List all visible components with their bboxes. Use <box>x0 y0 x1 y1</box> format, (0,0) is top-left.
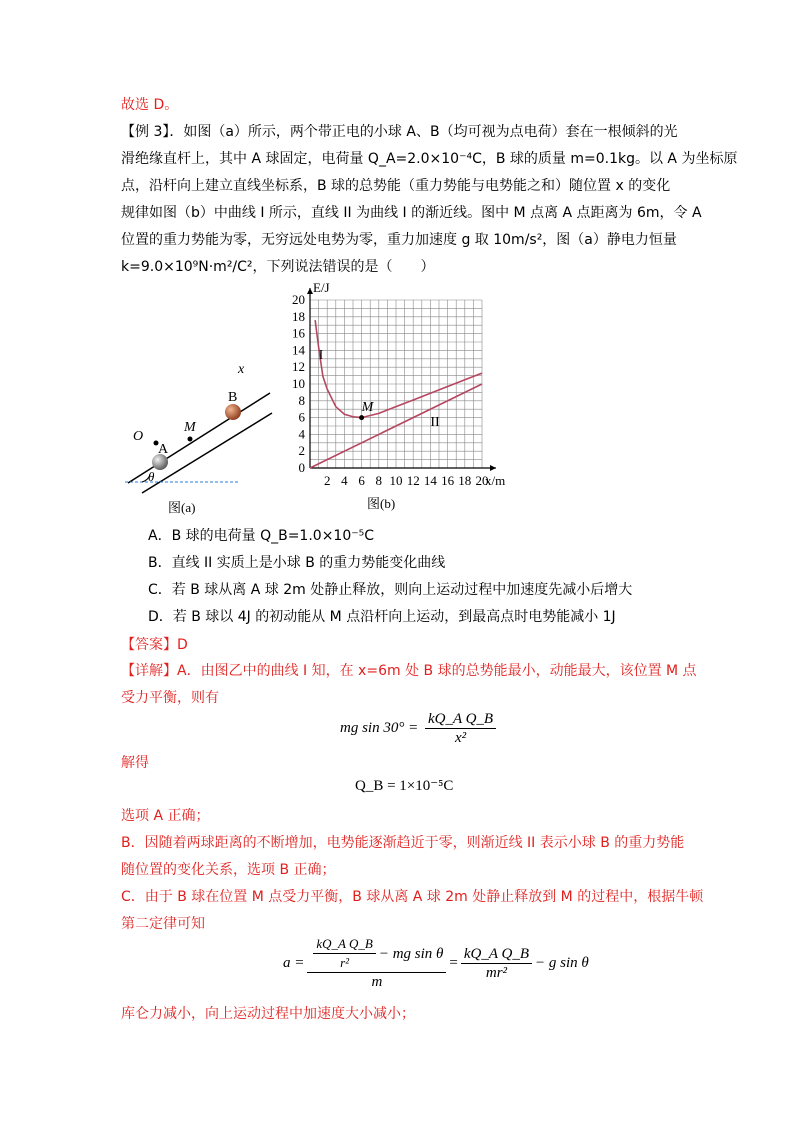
figure-b-chart <box>280 280 530 520</box>
formula-1-left: mg sin 30° = <box>340 719 419 736</box>
y-tick-label: 14 <box>292 342 305 358</box>
formula-1 <box>340 710 499 747</box>
y-tick-label: 10 <box>292 376 305 391</box>
label-a: A <box>158 442 169 457</box>
label-o: O <box>133 429 144 444</box>
x-tick-label: 12 <box>406 473 420 488</box>
label-m: M <box>184 420 196 435</box>
label-b: B <box>228 390 238 405</box>
x-tick-label: 14 <box>423 473 437 488</box>
formula-3-inner-num: kQ_A Q_B <box>313 935 375 954</box>
y-tick-label: 0 <box>298 460 305 475</box>
point-m-label: M <box>361 399 374 415</box>
y-tick-label: 12 <box>292 359 305 375</box>
chart-ticks <box>292 288 496 488</box>
ball-b <box>225 404 241 420</box>
question-line-1: 【例 3】．如图（a）所示，两个带正电的小球 A、B（均可视为点电荷）套在一根倾斜的光 <box>121 124 678 140</box>
solution-line-1: 【详解】A．由图乙中的曲线 I 知，在 x=6m 处 B 球的总势能最小，动能最大，该位置 M 点 <box>121 663 697 679</box>
formula-3 <box>283 935 589 991</box>
solution-line-9: 库仑力减小，向上运动过程中加速度大小减小； <box>121 1006 415 1022</box>
formula-3-tail: − mg sin θ <box>378 945 444 962</box>
formula-3-end: − g sin θ <box>535 954 589 971</box>
x-tick-label: 18 <box>458 473 472 488</box>
question-line-5: 位置的重力势能为零，无穷远处电势为零，重力加速度 g 取 10m/s²，图（a）静电力恒量 <box>121 232 677 248</box>
curve-i <box>315 320 482 417</box>
option-c: C．若 B 球从离 A 球 2m 处静止释放，则向上运动过程中加速度先减小后增大 <box>148 582 633 598</box>
y-tick-label: 6 <box>298 409 305 425</box>
solution-line-8: 第二定律可知 <box>121 916 205 932</box>
axis-x-label: x <box>238 362 245 377</box>
y-tick-label: 8 <box>298 392 305 408</box>
figure-a-caption: 图(a) <box>168 500 196 515</box>
answer: 【答案】D <box>121 637 188 653</box>
question-line-3: 点，沿杆向上建立直线坐标系，B 球的总势能（重力势能与电势能之和）随位置 x 的变化 <box>121 178 671 194</box>
formula-1-denominator: x² <box>454 730 467 746</box>
formula-1-numerator: kQ_A Q_B <box>425 710 496 729</box>
chart-ylabel: E/J <box>313 280 330 295</box>
solution-line-5: B．因随着两球距离的不断增加，电势能逐渐趋近于零，则渐近线 II 表示小球 B 的重力势能 <box>121 835 685 851</box>
y-tick-label: 16 <box>292 325 305 341</box>
chart-xlabel: x/m <box>485 473 506 488</box>
solution-line-3: 解得 <box>121 755 149 771</box>
option-d: D．若 B 球以 4J 的初动能从 M 点沿杆向上运动，到最高点时电势能减小 1J <box>148 609 616 625</box>
x-tick-label: 16 <box>441 473 455 488</box>
solution-line-7: C．由于 B 球在位置 M 点受力平衡，B 球从离 A 球 2m 处静止释放到 M 的过程中，根据牛顿 <box>121 889 704 905</box>
formula-3-num2: kQ_A Q_B <box>461 945 532 964</box>
previous-answer: 故选 D。 <box>121 97 179 113</box>
question-line-2: 滑绝缘直杆上，其中 A 球固定，电荷量 Q_A=2.0×10⁻⁴C，B 球的质量 m=0.1kg。以 A 为坐标原 <box>121 151 738 167</box>
formula-3-den2: mr² <box>485 964 508 981</box>
point-m <box>359 415 364 420</box>
figure-a <box>120 355 290 520</box>
y-tick-label: 18 <box>292 308 305 324</box>
x-tick-label: 8 <box>375 473 383 488</box>
x-tick-label: 2 <box>323 473 331 488</box>
formula-3-den: m <box>371 974 383 990</box>
formula-2: Q_B = 1×10⁻⁵C <box>355 778 454 794</box>
solution-line-2: 受力平衡，则有 <box>121 690 219 706</box>
figure-b-caption: 图(b) <box>367 496 396 511</box>
formula-3-inner-den: r² <box>340 955 350 970</box>
y-tick-label: 20 <box>292 292 305 307</box>
question-line-6: k=9.0×10⁹N·m²/C²，下列说法错误的是（ ） <box>121 259 435 275</box>
option-a: A．B 球的电荷量 Q_B=1.0×10⁻⁵C <box>148 528 375 544</box>
line-ii-label: II <box>430 415 440 430</box>
solution-line-6: 随位置的变化关系，选项 B 正确； <box>121 862 336 878</box>
formula-3-eq: = <box>449 954 458 971</box>
solution-line-4: 选项 A 正确； <box>121 808 210 824</box>
point-m-a <box>188 437 193 442</box>
x-tick-label: 10 <box>389 473 403 488</box>
option-b: B．直线 II 实质上是小球 B 的重力势能变化曲线 <box>148 555 446 571</box>
x-axis-arrow <box>490 465 496 471</box>
label-theta: θ <box>148 469 155 484</box>
x-tick-label: 20 <box>475 473 489 488</box>
question-line-4: 规律如图（b）中曲线 I 所示，直线 II 为曲线 I 的渐近线。图中 M 点离 A 点距离为 6m，令 A <box>121 205 702 221</box>
x-tick-label: 4 <box>341 473 348 488</box>
x-tick-label: 6 <box>358 473 365 488</box>
y-tick-label: 4 <box>298 426 305 442</box>
formula-3-a: a = <box>283 954 305 971</box>
y-tick-label: 2 <box>298 443 305 459</box>
curve-i-label: I <box>318 347 324 363</box>
